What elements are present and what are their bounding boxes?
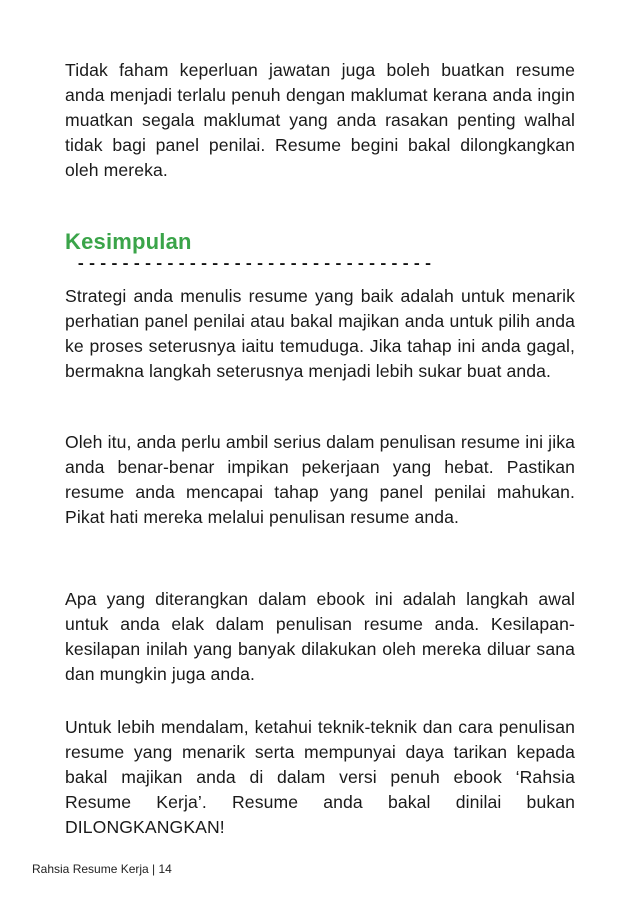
heading-separator: -------------------------------- — [76, 255, 435, 273]
conclusion-paragraph-3: Apa yang diterangkan dalam ebook ini adalah langkah awal untuk anda elak dalam penulisan resume anda. Kesilapan-kesilapan inilah yang banyak dilakukan oleh mereka diluar sana dan mungkin juga anda. — [65, 589, 575, 684]
section-heading: Kesimpulan — [65, 229, 192, 254]
conclusion-paragraph-2: Oleh itu, anda perlu ambil serius dalam penulisan resume ini jika anda benar-benar impikan pekerjaan yang hebat. Pastikan resume anda mencapai tahap yang panel penilai mahukan. Pikat hati mereka melalui penulisan resume anda. — [65, 432, 575, 527]
conclusion-paragraph-1: Strategi anda menulis resume yang baik adalah untuk menarik perhatian panel penilai atau bakal majikan anda untuk pilih anda ke proses seterusnya iaitu temuduga. Jika tahap ini anda gagal, bermakna langkah seterusnya menjadi lebih sukar buat anda. — [65, 286, 575, 381]
intro-paragraph: Tidak faham keperluan jawatan juga boleh buatkan resume anda menjadi terlalu penuh dengan maklumat kerana anda ingin muatkan segala maklumat yang anda rasakan penting walhal tidak bagi panel penilai. Resume begini bakal dilongkangkan oleh mereka. — [65, 60, 575, 180]
page-footer: Rahsia Resume Kerja | 14 — [32, 862, 172, 876]
conclusion-paragraph-4: Untuk lebih mendalam, ketahui teknik-teknik dan cara penulisan resume yang menarik serta mempunyai daya tarikan kepada bakal majikan anda di dalam versi penuh ebook ‘Rahsia Resume Kerja’. Resume anda bakal dinilai bukan DILONGKANGKAN! — [65, 717, 575, 837]
